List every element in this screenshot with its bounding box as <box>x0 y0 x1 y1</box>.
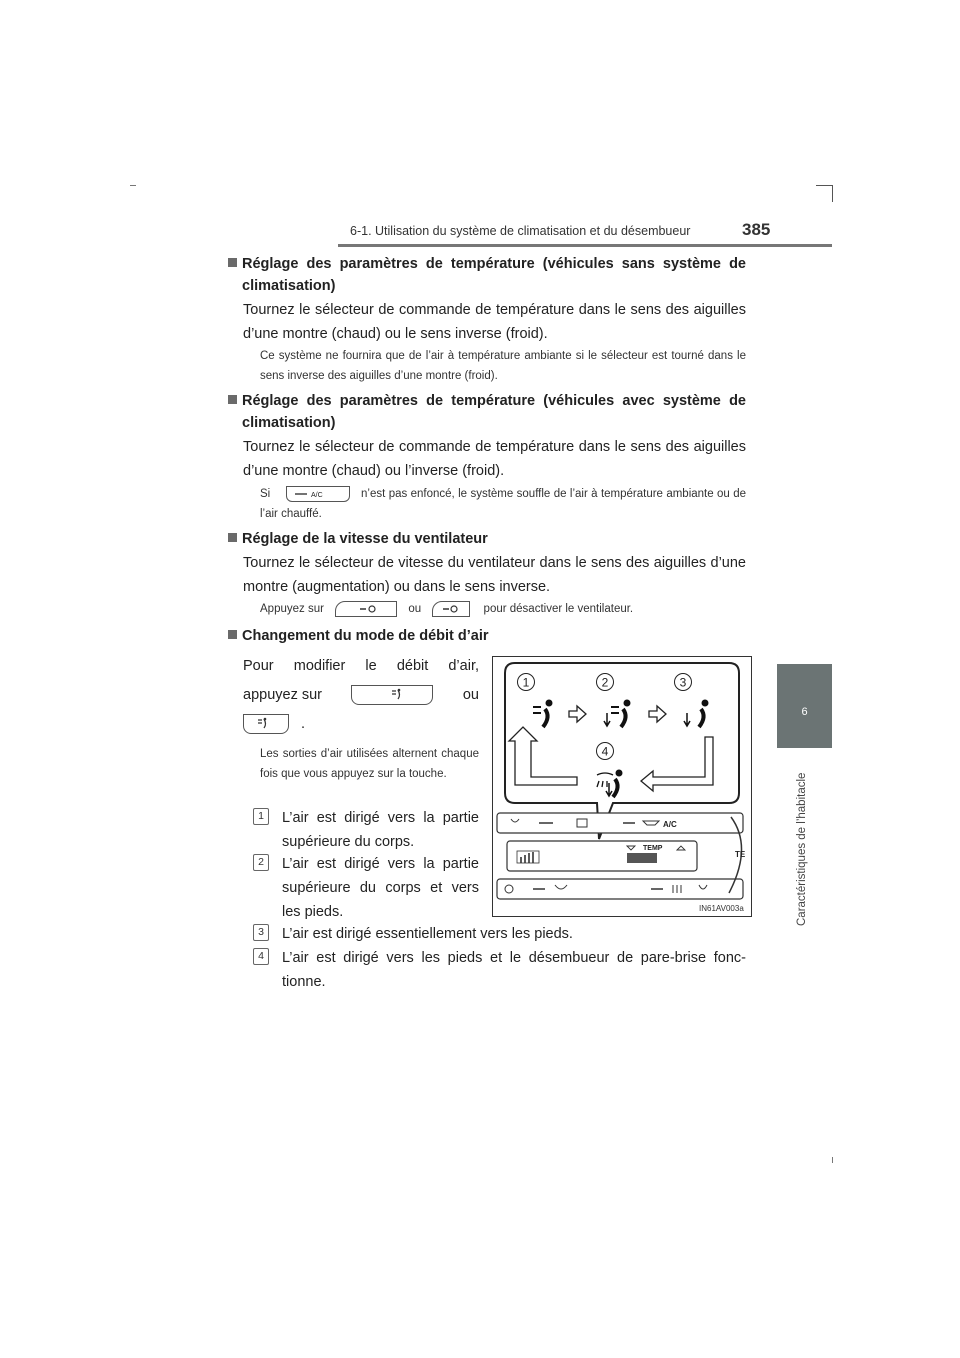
running-header: 6-1. Utilisation du système de climatisation et du désembueur <box>350 224 691 238</box>
header-rule <box>338 244 832 247</box>
fan-off-button-alt <box>432 601 470 617</box>
ac-label: A/C <box>310 491 323 499</box>
list-item: 3 L’air est dirigé essentiellement vers les pieds. <box>253 922 746 948</box>
fan-off-button <box>335 601 397 617</box>
bullet-square-icon <box>228 630 237 639</box>
air-mode-icon <box>352 686 432 704</box>
section-note: Ce système ne fournira que de l’air à température ambiante si le sélecteur est tourné dans le sens inverse des aiguilles d’une montre (froid). <box>260 350 746 382</box>
chapter-title: Caractéristiques de l’habitacle <box>796 772 808 926</box>
crop-mark <box>832 1157 833 1163</box>
fan-off-icon <box>336 602 396 616</box>
item-number: 2 <box>253 854 269 871</box>
bullet-square-icon <box>228 395 237 404</box>
crop-mark <box>832 185 833 202</box>
callout-2: 2 <box>601 675 609 690</box>
section-body: Pour modifier le débit d’air, <box>243 658 479 674</box>
callout-1: 1 <box>522 675 530 690</box>
section-body: Tournez le sélecteur de commande de température dans le sens des aiguilles d’une montre (chaud) ou le sens inverse (froid). <box>243 302 746 342</box>
section-note: Si A/C n’est pas enfoncé, le système souffle de l’air à température ambiante ou de l’air chauffé. <box>260 484 746 524</box>
ac-button <box>286 486 350 502</box>
air-mode-button-alt <box>243 714 289 734</box>
figure-drawing <box>493 657 751 916</box>
list-item: 1 L’air est dirigé vers la partie supérieure du corps. <box>253 806 479 854</box>
section-note: Appuyez sur ou pour désactiver le ventilateur. <box>260 599 746 619</box>
section-note: Les sorties d’air utilisées alternent chaque fois que vous appuyez sur la touche. <box>260 748 479 780</box>
item-number: 1 <box>253 808 269 825</box>
ac-button-graphic <box>287 487 349 501</box>
section-body: Tournez le sélecteur de vitesse du ventilateur dans le sens des aiguilles d’une montre (augmentation) ou dans le sens inverse. <box>243 555 746 595</box>
figure-code: IN61AV003a <box>699 904 744 913</box>
air-mode-button <box>351 685 433 705</box>
item-number: 3 <box>253 924 269 941</box>
item-number: 4 <box>253 948 269 965</box>
control-panel <box>497 813 743 899</box>
crop-mark <box>130 185 136 186</box>
section-body: . <box>243 712 479 736</box>
panel-te-label: TE <box>735 850 746 859</box>
crop-mark <box>816 185 833 186</box>
air-mode-icon <box>244 715 288 733</box>
fan-off-icon <box>433 602 469 616</box>
bullet-square-icon <box>228 258 237 267</box>
airflow-mode-figure <box>492 656 752 917</box>
panel-ac-label: A/C <box>663 820 677 829</box>
section-body: Tournez le sélecteur de commande de température dans le sens des aiguilles d’une montre (chaud) ou l’inverse (froid). <box>243 439 746 479</box>
list-item: 4 L’air est dirigé vers les pieds et le désembueur de pare-brise fonc-tionne. <box>253 946 746 994</box>
callout-4: 4 <box>601 744 609 759</box>
page-number: 385 <box>742 220 771 239</box>
section-body: appuyez sur ou <box>243 687 479 703</box>
list-item: 2 L’air est dirigé vers la partie supérieure du corps et vers les pieds. <box>253 852 479 924</box>
callout-3: 3 <box>679 675 687 690</box>
bullet-square-icon <box>228 533 237 542</box>
panel-temp-label: TEMP <box>643 845 663 852</box>
chapter-number: 6 <box>801 706 808 718</box>
